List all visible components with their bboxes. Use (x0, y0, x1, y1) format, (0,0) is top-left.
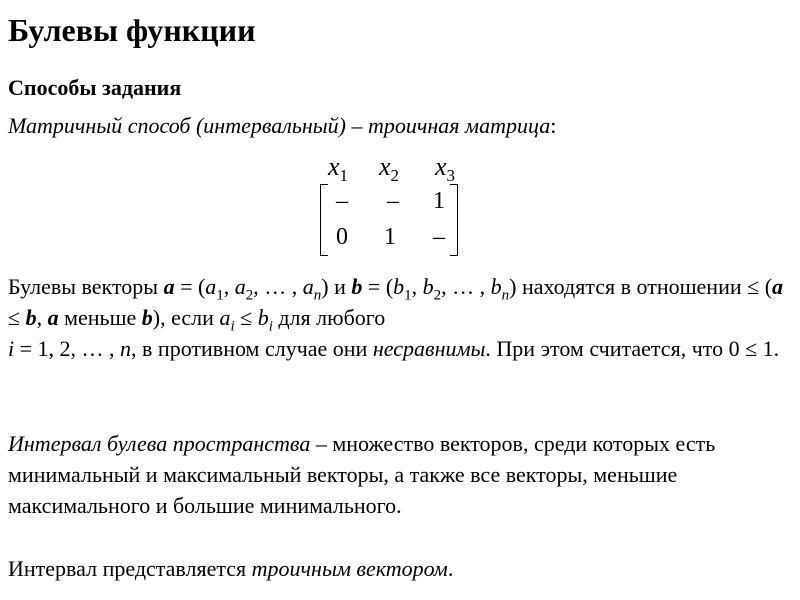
section-subtitle: Способы задания (8, 75, 182, 100)
intro-line (8, 112, 556, 140)
matrix-header-x2: $x_2$ (379, 152, 400, 186)
ternary-matrix (315, 152, 465, 252)
matrix-cell: – (336, 188, 348, 214)
interval-term: Интервал булева пространства (8, 431, 316, 456)
matrix-cell: 0 (336, 224, 348, 250)
ternary-vector-term: троичным вектором (251, 556, 448, 581)
order-relation-paragraph: Булевы векторы $a = (a_1$, $a_2$, … , $a_n$) и $b = (b_1$, $b_2$, … , $b_n$) находятся в отношении ≤ (a ≤ b, a меньше b), если $a_i \le b_i$ для любого i = 1, 2, … , n, в противном случае они несравнимы. При этом считается, что 0 ≤ 1. (8, 274, 784, 361)
interval-representation-paragraph: Интервал представляется троичным вектором. (8, 556, 454, 581)
intro-colon: : (550, 113, 557, 138)
matrix-header-x1: $x_1$ (328, 152, 349, 186)
matrix-header-x3: $x_3$ (435, 152, 456, 186)
matrix-cell: – (387, 188, 399, 214)
page-title: Булевы функции (8, 12, 256, 48)
matrix-cell: 1 (433, 188, 445, 214)
matrix-right-bracket (450, 184, 458, 256)
matrix-cell: 1 (384, 224, 396, 250)
matrix-cell: – (433, 224, 445, 250)
intro-text: Матричный способ (интервальный) – троичная матрица (8, 113, 551, 138)
interval-definition-paragraph: Интервал булева пространства – множество векторов, среди которых есть минимальный и максимальный векторы, а также все векторы, меньшие максимального и большие минимального. (8, 431, 716, 518)
matrix-left-bracket (320, 184, 328, 256)
